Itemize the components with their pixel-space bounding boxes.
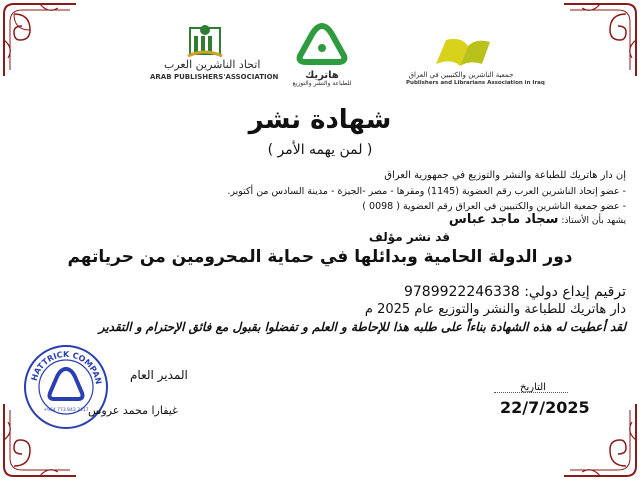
director-name: غيفارا محمد عروس [88, 404, 178, 417]
publisher-year: دار هاتريك للطباعة والنشر والتوزيع عام 2025 م [364, 302, 626, 317]
isbn-line: ترقيم إيداع دولي: 9789922246338 [403, 284, 626, 300]
author-name: سجاد ماجد عباس [448, 212, 559, 227]
iraq-publishers-en: Publishers and Librarians Association in Iraq [406, 79, 545, 86]
iraq-publishers-ar: جمعية الناشرين والكتبيين في العراق [408, 71, 514, 79]
date-dotted-line [494, 392, 568, 393]
hattrick-tagline: للطباعة والنشر والتوزيع [292, 80, 352, 87]
stamp-phone: +964 773 843 2417 [43, 408, 89, 413]
hattrick-name: هاتريك [305, 70, 339, 81]
published-label: قد نشر مؤلف [368, 230, 450, 244]
open-book-icon [416, 36, 506, 68]
certificate-subtitle: ( لمن يهمه الأمر ) [267, 142, 373, 158]
membership-arab: - عضو إتحاد الناشرين العرب رقم العضوية (1145) ومقرها - مصر -الجيزة - مدينة السادس من أكتوبر. [227, 186, 626, 197]
arab-publishers-ar: اتحاد الناشرين العرب [164, 58, 261, 71]
publisher-intro: إن دار هاتريك للطباعة والنشر والتوزيع في جمهورية العراق [384, 170, 626, 181]
certificate-title: شهادة نشر [248, 105, 392, 135]
membership-iraq: - عضو جمعية الناشرين والكتبيين في العراق رقم العضوية ( 0098 ) [362, 201, 626, 212]
witness-prefix: يشهد بأن الأستاذ: [561, 216, 626, 226]
hattrick-triangle-icon [294, 22, 350, 66]
corner-ornament-top-left [0, 0, 80, 80]
svg-text:HATTRICK COMPANY [22, 343, 103, 385]
arab-publishers-logo [150, 22, 279, 82]
corner-ornament-top-right [560, 0, 640, 80]
date-label: التاريخ [520, 382, 546, 393]
date-value: 22/7/2025 [500, 398, 590, 417]
hattrick-logo [287, 22, 357, 88]
director-label: المدير العام [130, 368, 188, 382]
company-stamp [22, 343, 110, 431]
closing-statement: لقد أعطيت له هذه الشهادة بناءاً على طلبه هذا للإحاطة و العلم و تفضلوا بقبول مع فائق الإحترام و التقدير [98, 320, 626, 334]
iraq-publishers-logo [406, 36, 545, 86]
stamp-seal-icon [22, 343, 110, 431]
arab-publishers-en: ARAB PUBLISHERS'ASSOCIATION [150, 73, 279, 81]
stamp-text: HATTRICK COMPAN [29, 349, 103, 386]
header-logos [150, 22, 545, 100]
books-emblem-icon [160, 22, 261, 71]
witness-line [449, 212, 626, 227]
book-title: دور الدولة الحامية وبدائلها في حماية المحرومين من حرياتهم [67, 247, 573, 267]
